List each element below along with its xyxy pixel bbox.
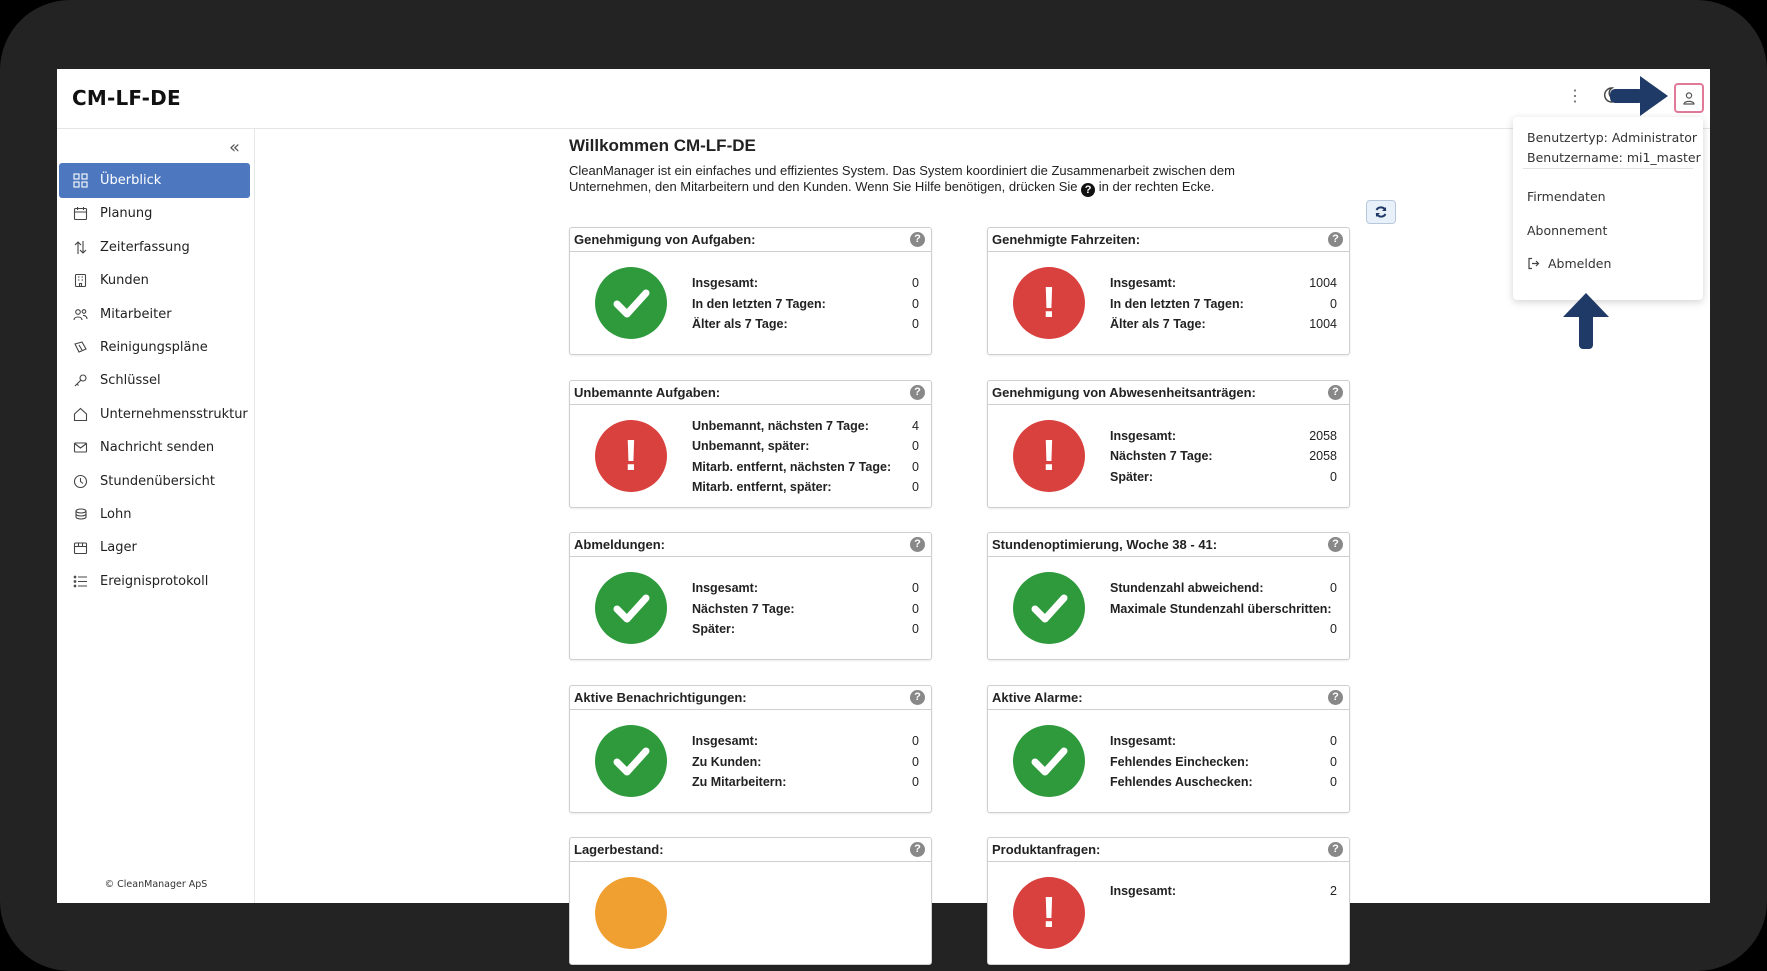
calendar-icon (72, 206, 88, 222)
stat-label: Mitarb. entfernt, später: (692, 480, 832, 495)
intro-text-part1: CleanManager ist ein einfaches und effizientes System. Das System koordiniert die Zusammenarbeit zwischen dem Unternehmen, den Mitarbeitern und den Kunden. Wenn Sie Hilfe benötigen, drücken Sie (569, 163, 1235, 194)
stat-row (692, 416, 919, 437)
stat-value: 0 (912, 581, 919, 596)
stat-label: Fehlendes Auschecken: (1110, 775, 1253, 790)
dashboard-card (569, 532, 932, 660)
help-icon[interactable]: ? (910, 690, 925, 705)
dashboard-card (569, 837, 932, 965)
stat-value: 0 (912, 622, 919, 637)
sidebar-item-label: Zeiterfassung (100, 239, 190, 255)
stat-row (1110, 751, 1337, 772)
checkmark-icon (1029, 588, 1069, 628)
stat-label: Später: (1110, 469, 1154, 484)
stat-row (1110, 426, 1337, 447)
dashboard-card (987, 227, 1350, 355)
card-header (570, 533, 931, 557)
stat-row (1110, 731, 1337, 752)
stat-value: 0 (1330, 581, 1337, 596)
stat-row (692, 477, 919, 498)
stat-label: Unbemannt, später: (692, 439, 810, 454)
stat-row (1110, 294, 1337, 315)
stat-value: 0 (912, 480, 919, 495)
card-title: Stundenoptimierung, Woche 38 - 41: (992, 537, 1218, 553)
sidebar-item-6[interactable] (59, 330, 250, 365)
sidebar-item-label: Planung (100, 206, 153, 222)
stat-row (1110, 467, 1337, 488)
stat-row (1110, 772, 1337, 793)
sidebar-item-3[interactable] (59, 230, 250, 265)
dashboard-card (987, 532, 1350, 660)
sidebar-item-7[interactable] (59, 363, 250, 398)
sidebar-item-label: Ereignisprotokoll (100, 573, 209, 589)
arrow-up-icon (1562, 293, 1610, 349)
stat-label: In den letzten 7 Tagen: (1110, 296, 1244, 311)
card-header (988, 533, 1349, 557)
sidebar-item-13[interactable] (59, 564, 250, 599)
sidebar-item-2[interactable] (59, 196, 250, 231)
stat-value: 0 (912, 734, 919, 749)
sidebar-item-label: Stundenübersicht (100, 473, 216, 489)
card-title: Aktive Benachrichtigungen: (574, 689, 747, 705)
user-icon (1682, 91, 1696, 105)
stat-row (1110, 880, 1337, 901)
user-dropdown-menu (1513, 117, 1703, 300)
stat-label: Fehlendes Einchecken: (1110, 754, 1249, 769)
arrow-right-icon (1610, 74, 1670, 118)
logout-icon (1527, 257, 1540, 270)
sidebar-item-label: Kunden (100, 273, 149, 289)
sidebar-item-11[interactable] (59, 497, 250, 532)
sidebar-item-label: Lohn (100, 507, 132, 522)
stats-list (1110, 578, 1337, 640)
card-header (570, 381, 931, 405)
stat-row (692, 619, 919, 640)
sidebar (57, 129, 255, 903)
list-icon (72, 573, 88, 589)
stat-value: 2058 (1309, 449, 1337, 464)
status-indicator (595, 420, 667, 492)
stat-label: Mitarb. entfernt, nächsten 7 Tage: (692, 459, 892, 474)
card-title: Produktanfragen: (992, 842, 1101, 858)
sidebar-item-1[interactable] (59, 163, 250, 198)
card-header (988, 228, 1349, 252)
top-bar (57, 69, 1710, 129)
stat-label: Zu Mitarbeitern: (692, 775, 787, 790)
card-header (988, 381, 1349, 405)
stat-label: Insgesamt: (692, 276, 758, 291)
stat-label: Insgesamt: (692, 734, 758, 749)
checkmark-icon (611, 588, 651, 628)
sidebar-item-8[interactable] (59, 397, 250, 432)
checkmark-icon (1029, 741, 1069, 781)
intro-text-part2: in der rechten Ecke. (1098, 179, 1215, 194)
stat-value: 4 (912, 418, 919, 433)
stat-value: 0 (912, 601, 919, 616)
card-title: Genehmigung von Abwesenheitsanträgen: (992, 384, 1256, 400)
stat-value: 0 (912, 754, 919, 769)
cleaning-icon (72, 340, 88, 356)
stat-label: Nächsten 7 Tage: (1110, 449, 1213, 464)
dashboard-card (569, 380, 932, 508)
sidebar-item-10[interactable] (59, 464, 250, 499)
help-icon[interactable]: ? (910, 842, 925, 857)
stats-list (1110, 273, 1337, 335)
stat-label: Nächsten 7 Tage: (692, 601, 795, 616)
stats-list (692, 578, 919, 640)
checkmark-icon (611, 741, 651, 781)
card-title: Genehmigung von Aufgaben: (574, 232, 756, 247)
stat-value: 0 (1330, 775, 1337, 790)
sidebar-item-4[interactable] (59, 263, 250, 298)
status-indicator (1013, 725, 1085, 797)
help-icon[interactable]: ? (910, 385, 925, 400)
sidebar-item-12[interactable] (59, 530, 250, 565)
sidebar-item-label: Mitarbeiter (100, 306, 172, 322)
stats-list (1110, 731, 1337, 793)
stat-label: Zu Kunden: (692, 754, 762, 769)
exclamation-icon: ! (1041, 278, 1057, 327)
stat-value: 0 (912, 317, 919, 332)
stat-value: 0 (1330, 734, 1337, 749)
stat-label: Insgesamt: (1110, 428, 1176, 443)
sidebar-item-label: Reinigungspläne (100, 340, 208, 355)
dashboard-card (569, 227, 932, 355)
stat-label: Insgesamt: (1110, 276, 1176, 291)
intro-text (569, 163, 1319, 197)
users-icon (72, 306, 88, 322)
dashboard-card (569, 685, 932, 813)
stat-value: 2 (1330, 883, 1337, 898)
exclamation-icon: ! (623, 430, 639, 480)
stats-list (1110, 426, 1337, 488)
stat-row (692, 457, 919, 478)
stats-list (1110, 880, 1337, 901)
kebab-icon[interactable]: ⋮ (1567, 88, 1583, 105)
help-inline-icon: ? (1081, 183, 1095, 197)
stats-list (692, 273, 919, 335)
status-indicator (1013, 877, 1085, 949)
building-icon (72, 273, 88, 289)
stat-value: 0 (1330, 754, 1337, 769)
card-title: Lagerbestand: (574, 842, 664, 858)
stats-list (692, 731, 919, 793)
help-icon[interactable]: ? (910, 537, 925, 552)
stat-value: 0 (912, 439, 919, 454)
menu-divider (1523, 168, 1693, 169)
help-icon[interactable]: ? (910, 232, 925, 247)
card-header (988, 838, 1349, 862)
stat-row (1110, 314, 1337, 335)
stat-label: Insgesamt: (1110, 734, 1176, 749)
sidebar-item-label: Überblick (100, 173, 162, 188)
stat-label: In den letzten 7 Tagen: (692, 296, 826, 311)
stat-label: Älter als 7 Tage: (1110, 317, 1206, 332)
help-icon[interactable]: ? (1328, 690, 1343, 705)
menu-item-firmendaten[interactable]: Firmendaten (1527, 189, 1606, 204)
user-type-text: Benutzertyp: Administrator (1527, 130, 1698, 145)
mail-icon (72, 440, 88, 456)
stat-row (692, 731, 919, 752)
stat-value: 0 (912, 459, 919, 474)
card-header (570, 228, 931, 252)
page-title: Willkommen CM-LF-DE (569, 136, 756, 155)
refresh-button[interactable] (1366, 200, 1396, 224)
menu-item-abmelden[interactable] (1527, 256, 1611, 271)
sidebar-item-label: Nachricht senden (100, 440, 215, 456)
stat-row (692, 294, 919, 315)
stat-label: Insgesamt: (692, 581, 758, 596)
stat-value: 0 (912, 276, 919, 291)
stat-value: 1004 (1309, 317, 1337, 332)
help-icon[interactable]: ? (1328, 385, 1343, 400)
grid-icon (72, 173, 88, 189)
status-indicator (595, 877, 667, 949)
exclamation-icon: ! (1041, 888, 1057, 938)
stats-list (692, 416, 919, 498)
stat-value: 0 (912, 775, 919, 790)
sidebar-item-9[interactable] (59, 430, 250, 465)
card-title: Aktive Alarme: (992, 689, 1083, 705)
sidebar-item-label: Schlüssel (100, 373, 161, 389)
stat-row (692, 751, 919, 772)
stat-row (1110, 446, 1337, 467)
exclamation-icon: ! (1041, 430, 1057, 480)
user-menu-button[interactable] (1674, 83, 1704, 113)
status-indicator (595, 572, 667, 644)
card-title: Abmeldungen: (574, 537, 665, 553)
stat-row (692, 578, 919, 599)
status-indicator (1013, 420, 1085, 492)
status-indicator (1013, 572, 1085, 644)
checkmark-icon (611, 283, 651, 323)
stat-label: Stundenzahl abweichend: (1110, 581, 1264, 596)
stat-row (692, 436, 919, 457)
status-indicator (595, 267, 667, 339)
help-icon[interactable]: ? (1328, 537, 1343, 552)
key-icon (72, 373, 88, 389)
stat-value: 0 (912, 296, 919, 311)
stat-value: 0 (1330, 296, 1337, 311)
menu-item-abonnement[interactable]: Abonnement (1527, 223, 1608, 238)
stat-label: Unbemannt, nächsten 7 Tage: (692, 418, 869, 433)
sidebar-item-5[interactable] (59, 297, 250, 332)
collapse-sidebar-icon[interactable]: « (229, 137, 241, 158)
card-header (988, 686, 1349, 710)
app-title: CM-LF-DE (72, 86, 181, 110)
stat-row (1110, 273, 1337, 294)
stat-value: 0 (1330, 469, 1337, 484)
username-text: Benutzername: mi1_master (1527, 150, 1701, 165)
card-title: Unbemannte Aufgaben: (574, 384, 721, 400)
stat-row (1110, 619, 1337, 640)
card-header (570, 838, 931, 862)
sidebar-item-label: Lager (100, 540, 137, 556)
dashboard-card (987, 380, 1350, 508)
home-icon (72, 406, 88, 422)
stat-value: 2058 (1309, 428, 1337, 443)
stat-label: Insgesamt: (1110, 883, 1176, 898)
sidebar-item-label: Unternehmensstruktur (100, 406, 248, 422)
coins-icon (72, 507, 88, 523)
status-indicator (595, 725, 667, 797)
stat-label: Später: (692, 622, 736, 637)
stat-row (1110, 578, 1337, 599)
dashboard-card (987, 685, 1350, 813)
stat-label: Älter als 7 Tage: (692, 317, 788, 332)
copyright-footer: © CleanManager ApS (104, 879, 208, 890)
logout-label: Abmelden (1548, 256, 1612, 271)
refresh-icon (1374, 205, 1388, 219)
stat-label: Maximale Stundenzahl überschritten: (1110, 601, 1332, 616)
app-window (57, 69, 1710, 938)
stat-row (692, 314, 919, 335)
clock-icon (72, 473, 88, 489)
stat-row (692, 273, 919, 294)
stat-row (692, 599, 919, 620)
dashboard-card (987, 837, 1350, 965)
card-header (570, 686, 931, 710)
help-icon[interactable]: ? (1328, 232, 1343, 247)
stat-value: 1004 (1309, 276, 1337, 291)
box-icon (72, 540, 88, 556)
stat-value: 0 (1330, 622, 1337, 637)
help-icon[interactable]: ? (1328, 842, 1343, 857)
stat-row (1110, 599, 1337, 620)
arrows-updown-icon (72, 239, 88, 255)
status-indicator (1013, 267, 1085, 339)
card-title: Genehmigte Fahrzeiten: (992, 232, 1141, 247)
stat-row (692, 772, 919, 793)
